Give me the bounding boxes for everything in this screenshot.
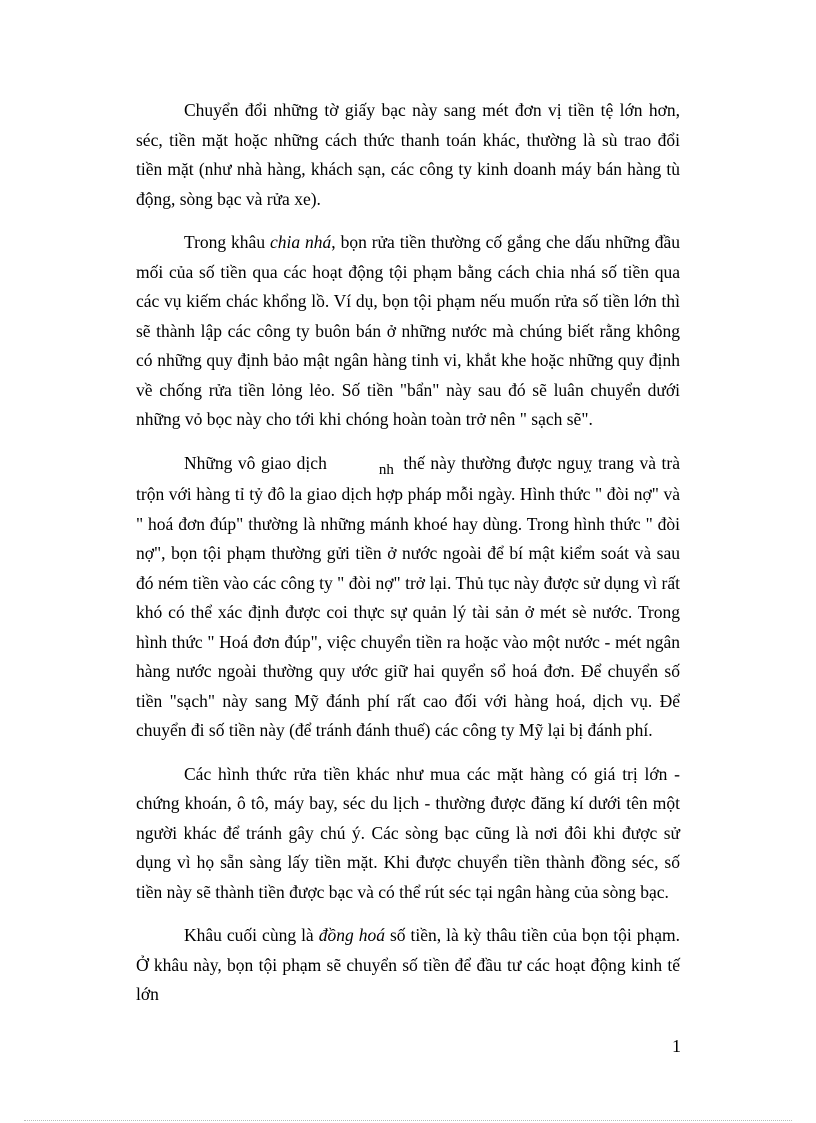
paragraph-2-text-rest: , bọn rửa tiền thường cố gắng che dấu những đầu mối của số tiền qua các hoạt động tội phạm bằng cách chia nhá số tiền qua các vụ kiếm chác khổng lồ. Ví dụ, bọn tội phạm nếu muốn rửa số tiền lớn thì sẽ thành lập các công ty buôn bán ở những nước mà chúng biết rằng không có những quy định bảo mật ngân hàng tinh vi, khắt khe hoặc những quy định về chống rửa tiền lỏng lẻo. Số tiền "bẩn" này sau đó sẽ luân chuyển dưới những vỏ bọc này cho tới khi chóng hoàn toàn trở nên " sạch sẽ". [136,232,680,429]
body-text [136,96,680,1010]
paragraph-3-text-start: Những vô giao dịch [184,452,327,473]
paragraph-4-text: Các hình thức rửa tiền khác như mua các mặt hàng có giá trị lớn - chứng khoán, ô tô, máy bay, séc du lịch - thường được đăng kí dưới tên một người khác để tránh gây chú ý. Các sòng bạc cũng là nơi đôi khi được sử dụng vì họ sẵn sàng lấy tiền mặt. Khi được chuyển tiền thành đồng séc, số tiền này sẽ thành tiền được bạc và có thể rút séc tại ngân hàng của sòng bạc. [136,763,680,902]
page-divider [24,1120,792,1121]
paragraph-5-text-rest: số tiền, là kỳ thâu tiền của bọn tội phạm. Ở khâu này, bọn tội phạm sẽ chuyển số tiền để đầu tư các hoạt động kinh tế lớn [136,925,680,1004]
paragraph-3 [136,449,680,746]
italic-term-chia-nha: chia nhá [269,232,332,252]
paragraph-2 [136,228,680,435]
paragraph-5-text-start: Khâu cuối cùng là [184,925,319,945]
paragraph-4 [136,760,680,908]
italic-term-dong-hoa: đồng hoá [318,925,385,945]
paragraph-5 [136,921,680,1010]
paragraph-3-text-rest: thế này thường được nguỵ trang và trà trộn với hàng tỉ tỷ đô la giao dịch hợp pháp mỗi ngày. Hình thức " đòi nợ" và " hoá đơn đúp" thường là những mánh khoé hay dùng. Trong hình thức " đòi nợ", bọn tội phạm thường gửi tiền ở nước ngoài để bí mật kiểm soát và sau đó ném tiền vào các công ty " đòi nợ" trở lại. Thủ tục này được sử dụng vì rất khó có thể xác định được coi thực sự quản lý tài sản ở mét sè nước. Trong hình thức " Hoá đơn đúp", việc chuyển tiền ra hoặc vào một nước - mét ngân hàng nước ngoài thường quy ước giữ hai quyển sổ hoá đơn. Để chuyển số tiền "sạch" này sang Mỹ đánh phí rất cao đối với hàng hoá, dịch vụ. Để chuyển đi số tiền này (để tránh đánh thuế) các công ty Mỹ lại bị đánh phí. [136,452,681,740]
paragraph-2-text-start: Trong khâu [184,232,270,252]
paragraph-1-text: Chuyển đổi những tờ giấy bạc này sang mét đơn vị tiền tệ lớn hơn, séc, tiền mặt hoặc những cách thức thanh toán khác, thường là sù trao đổi tiền mặt (như nhà hàng, khách sạn, các công ty kinh doanh máy bán hàng tù động, sòng bạc và rửa xe). [136,100,680,209]
page-number: 1 [672,1036,681,1056]
paragraph-1 [136,96,680,214]
subscript-fragment: nh [378,461,394,478]
